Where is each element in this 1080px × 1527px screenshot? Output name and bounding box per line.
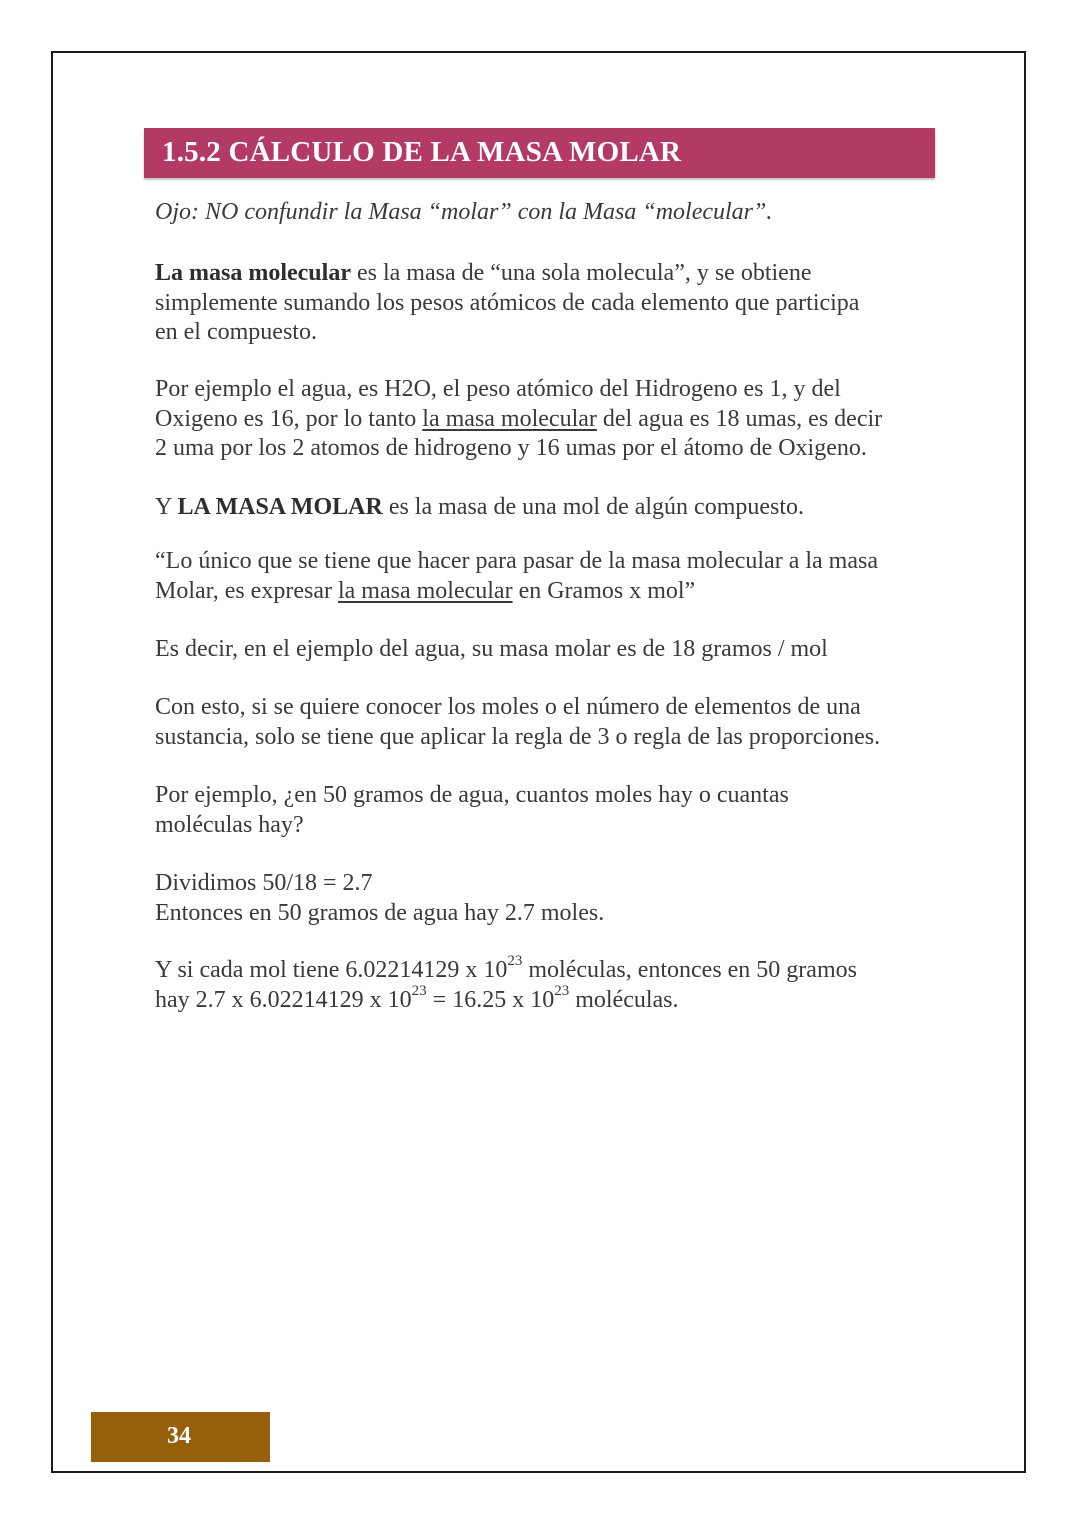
avogadro-text-d: = 16.25 x 10 bbox=[426, 986, 555, 1013]
molecular-definition-line-2: simplemente sumando los pesos atómicos de cada elemento que participa bbox=[155, 289, 860, 316]
molecular-definition-line-3: en el compuesto. bbox=[155, 319, 317, 345]
quote-paragraph bbox=[155, 547, 945, 606]
warning-text: Ojo: NO confundir la Masa “molar” con la Masa “molecular”. bbox=[155, 199, 773, 225]
division-paragraph bbox=[155, 869, 945, 928]
exponent: 23 bbox=[507, 953, 523, 969]
avogadro-line-1 bbox=[155, 953, 945, 986]
water-example-text-a: Oxigeno es 16, por lo tanto bbox=[155, 405, 423, 432]
quote-line-1: “Lo único que se tiene que hacer para pasar de la masa molecular a la masa bbox=[155, 548, 878, 574]
avogadro-line-2 bbox=[155, 982, 945, 1016]
water-example-line-2 bbox=[155, 405, 945, 435]
question-line-2: moléculas hay? bbox=[155, 811, 304, 838]
avogadro-text-b: moléculas, entonces en 50 gramos bbox=[522, 957, 857, 983]
molecular-definition-text: es la masa de “una sola molecula”, y se obtiene bbox=[350, 260, 812, 286]
underlined-term: la masa molecular bbox=[422, 405, 597, 432]
water-molar-text: Es decir, en el ejemplo del agua, su masa molar es de 18 gramos / mol bbox=[155, 636, 828, 662]
quote-text-b: en Gramos x mol” bbox=[512, 577, 696, 604]
water-example-line-1: Por ejemplo el agua, es H2O, el peso atómico del Hidrogeno es 1, y del bbox=[155, 376, 841, 402]
quote-line-2 bbox=[155, 577, 945, 607]
water-example-line-3: 2 uma por los 2 atomos de hidrogeno y 16 umas por el átomo de Oxigeno. bbox=[155, 435, 867, 461]
avogadro-text-c: hay 2.7 x 6.02214129 x 10 bbox=[155, 986, 412, 1013]
avogadro-text-e: moléculas. bbox=[569, 986, 679, 1013]
quote-text-a: Molar, es expresar bbox=[155, 577, 338, 604]
avogadro-text-a: Y si cada mol tiene 6.02214129 x 10 bbox=[155, 957, 508, 983]
question-paragraph bbox=[155, 781, 945, 840]
division-line-2: Entonces en 50 gramos de agua hay 2.7 moles. bbox=[155, 899, 605, 926]
exponent: 23 bbox=[554, 982, 570, 999]
underlined-term: la masa molecular bbox=[337, 577, 513, 604]
question-line-1: Por ejemplo, ¿en 50 gramos de agua, cuantos moles hay o cuantas bbox=[155, 782, 789, 808]
water-example-paragraph bbox=[155, 375, 945, 464]
molecular-definition-paragraph bbox=[155, 259, 945, 348]
page-number-badge bbox=[91, 1412, 270, 1462]
warning-paragraph bbox=[155, 198, 945, 228]
rule-of-three-line-2: sustancia, solo se tiene que aplicar la regla de 3 o regla de las proporciones. bbox=[155, 723, 881, 750]
section-header-banner bbox=[144, 128, 935, 178]
molar-definition-prefix: Y bbox=[155, 494, 178, 520]
molar-term: LA MASA MOLAR bbox=[177, 494, 383, 520]
division-line-1: Dividimos 50/18 = 2.7 bbox=[155, 870, 373, 896]
molar-definition-paragraph bbox=[155, 493, 945, 523]
molecular-definition-line-1 bbox=[155, 259, 945, 289]
rule-of-three-paragraph bbox=[155, 693, 945, 752]
section-title: 1.5.2 CÁLCULO DE LA MASA MOLAR bbox=[162, 136, 682, 168]
molecular-term: La masa molecular bbox=[155, 260, 351, 286]
water-example-text-b: del agua es 18 umas, es decir bbox=[596, 405, 883, 432]
avogadro-paragraph bbox=[155, 953, 945, 1015]
rule-of-three-line-1: Con esto, si se quiere conocer los moles o el número de elementos de una bbox=[155, 694, 861, 720]
water-molar-paragraph bbox=[155, 635, 945, 665]
page-number: 34 bbox=[167, 1423, 191, 1449]
exponent: 23 bbox=[411, 982, 427, 999]
molar-definition-text: es la masa de una mol de algún compuesto. bbox=[382, 494, 805, 520]
molar-definition-line bbox=[155, 493, 945, 523]
